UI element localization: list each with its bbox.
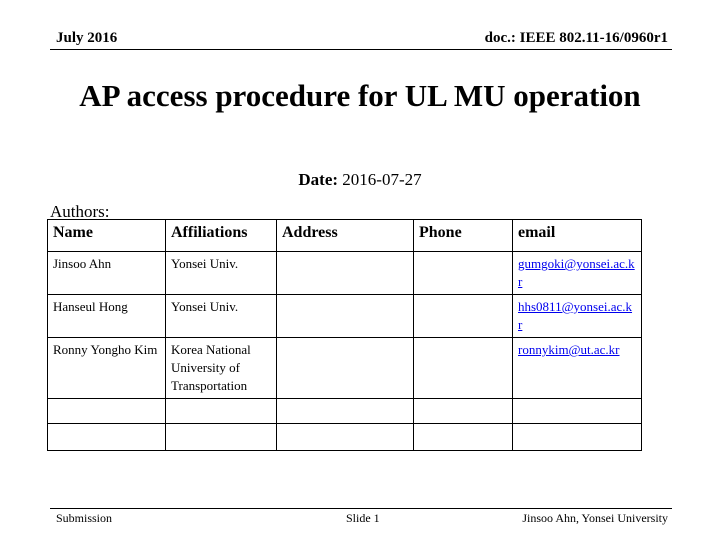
cell-name: Jinsoo Ahn (48, 252, 166, 295)
cell-name (48, 399, 166, 424)
email-link[interactable]: ronnykim@ut.ac.kr (518, 342, 620, 357)
column-header-phone: Phone (414, 220, 513, 252)
cell-address (277, 295, 414, 338)
column-header-email: email (513, 220, 642, 252)
cell-email (513, 338, 642, 399)
table-row (48, 252, 642, 295)
cell-affiliation: Yonsei Univ. (166, 295, 277, 338)
table-row (48, 399, 642, 424)
footer-author: Jinsoo Ahn, Yonsei University (522, 511, 668, 525)
cell-address (277, 338, 414, 399)
slide-title: AP access procedure for UL MU operation (79, 78, 641, 113)
date-label: Date: (298, 170, 339, 189)
cell-address (277, 399, 414, 424)
cell-affiliation: Yonsei Univ. (166, 252, 277, 295)
column-header-affiliations: Affiliations (166, 220, 277, 252)
cell-phone (414, 399, 513, 424)
cell-email (513, 424, 642, 451)
authors-table (47, 219, 642, 451)
table-header-row (48, 220, 642, 252)
footer-divider (50, 508, 672, 509)
cell-name: Hanseul Hong (48, 295, 166, 338)
cell-email (513, 399, 642, 424)
date-line (0, 170, 720, 190)
cell-email (513, 252, 642, 295)
column-header-name: Name (48, 220, 166, 252)
cell-phone (414, 424, 513, 451)
cell-email (513, 295, 642, 338)
table-row (48, 295, 642, 338)
cell-phone (414, 338, 513, 399)
cell-phone (414, 252, 513, 295)
header-divider (50, 49, 672, 50)
header-doc-id: doc.: IEEE 802.11-16/0960r1 (484, 30, 668, 46)
authors-label: Authors: (50, 202, 110, 221)
cell-address (277, 252, 414, 295)
cell-name: Ronny Yongho Kim (48, 338, 166, 399)
footer-slide-number: Slide 1 (346, 511, 380, 525)
column-header-address: Address (277, 220, 414, 252)
email-link[interactable]: gumgoki@yonsei.ac.kr (518, 256, 635, 289)
table-row (48, 424, 642, 451)
table-row (48, 338, 642, 399)
cell-phone (414, 295, 513, 338)
cell-affiliation (166, 399, 277, 424)
email-link[interactable]: hhs0811@yonsei.ac.kr (518, 299, 633, 332)
header-date: July 2016 (56, 30, 118, 46)
cell-address (277, 424, 414, 451)
cell-affiliation (166, 424, 277, 451)
footer-submission: Submission (56, 511, 113, 525)
date-value: 2016-07-27 (342, 170, 422, 189)
cell-affiliation: Korea National University of Transportation (166, 338, 277, 399)
cell-name (48, 424, 166, 451)
